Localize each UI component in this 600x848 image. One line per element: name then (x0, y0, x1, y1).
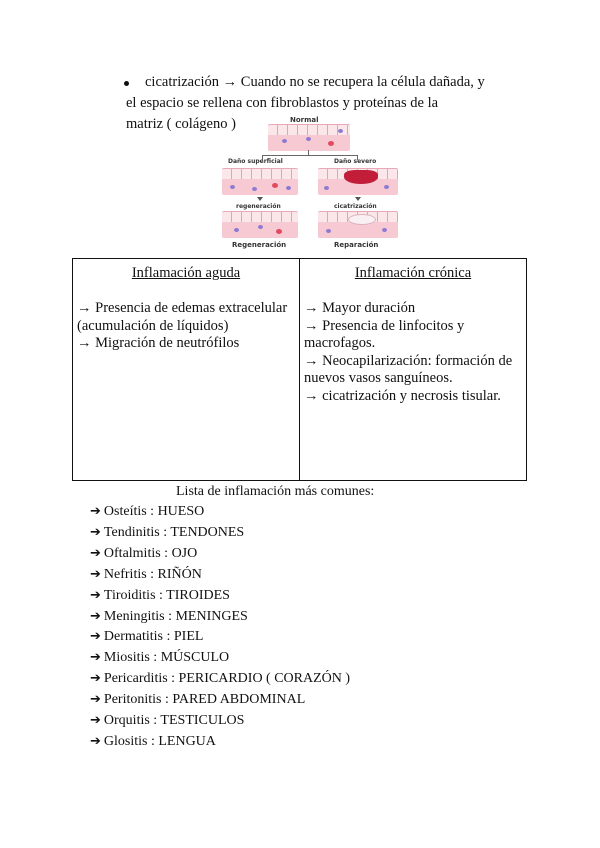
list-item: ➔ Peritonitis : PARED ABDOMINAL (90, 692, 306, 708)
tissue-regenerated (222, 211, 298, 238)
table-cell-item: → Presencia de edemas extracelular (acumulación de líquidos) (77, 300, 288, 334)
arrow-right-icon: ➔ (90, 524, 101, 540)
figure-label-normal: Normal (290, 116, 319, 124)
figure-label-left-branch: Daño superficial (228, 158, 283, 165)
blood-clot-icon (344, 170, 378, 184)
arrow-right-icon: ➔ (90, 713, 101, 729)
inflammation-comparison-table (72, 258, 527, 481)
figure-label-left-mid: regeneración (236, 203, 281, 210)
list-item: ➔ Osteítis : HUESO (90, 504, 205, 519)
table-header-chronic: Inflamación crónica (354, 265, 472, 281)
table-column-chronic (299, 259, 526, 480)
arrow-right-icon: ➔ (90, 671, 101, 687)
table-header-acute: Inflamación aguda (131, 265, 241, 281)
list-item: ➔ Miositis : MÚSCULO (90, 650, 230, 666)
tissue-normal (268, 124, 350, 151)
table-cell-item: → Neocapilarización: formación de nuevos vasos sanguíneos. (304, 352, 513, 386)
tissue-repaired (318, 211, 398, 238)
figure-label-right-bottom: Reparación (334, 241, 379, 249)
figure-label-left-bottom: Regeneración (232, 241, 287, 249)
table-cell-item: → Migración de neutrófilos (77, 335, 240, 351)
bullet-line-2: el espacio se rellena con fibroblastos y proteínas de la (126, 95, 439, 111)
bullet-dot-icon (124, 81, 129, 86)
bullet-line-3: matriz ( colágeno ) (126, 116, 236, 132)
list-item: ➔ Oftalmitis : OJO (90, 545, 198, 561)
arrow-right-icon: ➔ (90, 608, 101, 624)
arrow-right-icon: ➔ (90, 629, 101, 645)
list-title: Lista de inflamación más comunes: (176, 484, 375, 499)
figure-label-right-mid: cicatrización (334, 203, 377, 210)
arrow-right-icon: ➔ (90, 545, 101, 561)
list-item: ➔ Tendinitis : TENDONES (90, 524, 245, 540)
table-cell-item: → Mayor duración (304, 300, 416, 316)
arrow-right-icon: ➔ (90, 504, 101, 519)
tissue-severe-damage (318, 168, 398, 195)
inflammation-list (90, 502, 350, 753)
table-cell-item: → cicatrización y necrosis tisular. (304, 387, 501, 404)
arrow-right-icon: ➔ (90, 587, 101, 603)
list-item: ➔ Orquitis : TESTICULOS (90, 713, 245, 729)
list-item: ➔ Glositis : LENGUA (90, 733, 216, 749)
arrow-down-icon (355, 197, 361, 201)
list-item: ➔ Tiroiditis : TIROIDES (90, 587, 230, 603)
arrow-right-icon: ➔ (90, 733, 101, 749)
list-item: ➔ Meningitis : MENINGES (90, 608, 248, 624)
list-item: ➔ Pericarditis : PERICARDIO ( CORAZÓN ) (90, 671, 351, 687)
tissue-repair-figure (220, 116, 402, 252)
figure-label-right-branch: Daño severo (334, 158, 377, 165)
arrow-right-icon: ➔ (90, 566, 101, 582)
arrow-right-icon: ➔ (90, 650, 101, 666)
tissue-superficial-damage (222, 168, 298, 195)
table-column-acute (73, 259, 299, 480)
table-cell-item: → Presencia de linfocitos y macrofagos. (304, 317, 465, 351)
arrow-down-icon (257, 197, 263, 201)
list-item: ➔ Dermatitis : PIEL (90, 629, 204, 645)
scar-icon (348, 214, 376, 225)
arrow-right-icon: ➔ (90, 692, 101, 708)
list-item: ➔ Nefritis : RIÑÓN (90, 566, 202, 582)
bullet-line-1: cicatrización → Cuando no se recupera la célula dañada, y (145, 74, 485, 90)
